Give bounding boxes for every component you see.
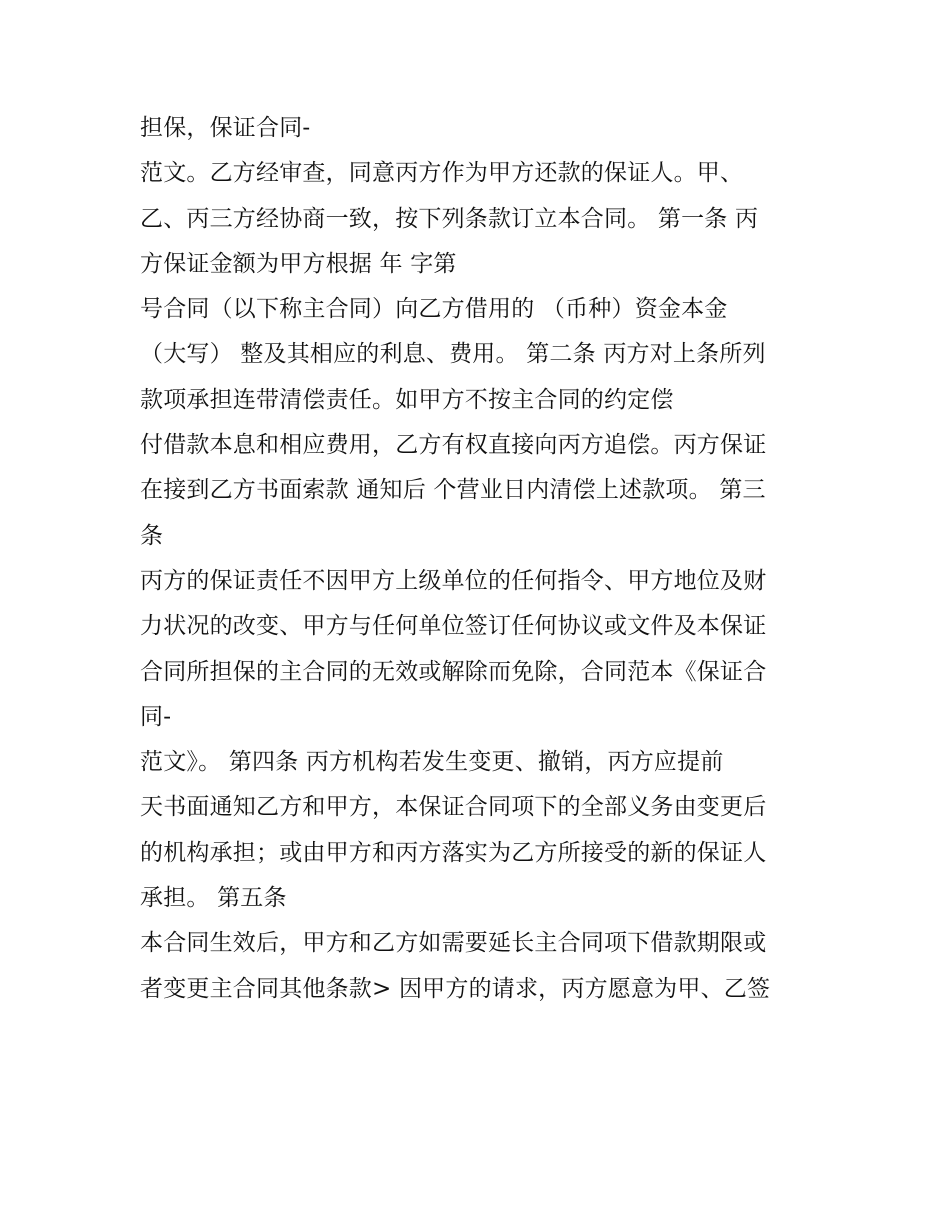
text-line: 本合同生效后，甲方和乙方如需要延长主合同项下借款期限或 xyxy=(140,930,767,957)
text-line: 号合同（以下称主合同）向乙方借用的 （币种）资金本金 xyxy=(140,296,728,323)
text-line: 的机构承担；或由甲方和丙方落实为乙方所接受的新的保证人 xyxy=(140,839,767,866)
text-line: 条 xyxy=(140,522,164,549)
contract-body-text xyxy=(140,106,830,1012)
text-line: 天书面通知乙方和甲方，本保证合同项下的全部义务由变更后 xyxy=(140,794,767,821)
text-line: 范文。乙方经审查，同意丙方作为甲方还款的保证人。甲、 xyxy=(140,160,744,187)
text-line: 担保，保证合同- xyxy=(140,115,311,141)
text-line: 乙、丙三方经协商一致，按下列条款订立本合同。 第一条 丙 xyxy=(140,205,759,232)
text-line: 付借款本息和相应费用，乙方有权直接向丙方追偿。丙方保证 xyxy=(140,432,767,459)
text-line: （大写） 整及其相应的利息、费用。 第二条 丙方对上条所列 xyxy=(140,341,766,368)
text-line: 在接到乙方书面索款 通知后 个营业日内清偿上述款项。 第三 xyxy=(140,477,766,504)
text-line: 方保证金额为甲方根据 年 字第 xyxy=(140,250,457,277)
text-line: 款项承担连带清偿责任。如甲方不按主合同的约定偿 xyxy=(140,386,674,413)
text-line: 承担。 第五条 xyxy=(140,885,287,912)
text-line: 合同所担保的主合同的无效或解除而免除，合同范本《保证合 xyxy=(140,658,767,685)
text-line: 者变更主合同其他条款> 因甲方的请求，丙方愿意为甲、乙签 xyxy=(140,975,771,1002)
text-line: 丙方的保证责任不因甲方上级单位的任何指令、甲方地位及财 xyxy=(140,567,767,594)
text-line: 同- xyxy=(140,703,172,730)
text-line: 范文》。 第四条 丙方机构若发生变更、撤销，丙方应提前 xyxy=(140,749,724,776)
text-line: 力状况的改变、甲方与任何单位签订任何协议或文件及本保证 xyxy=(140,613,767,640)
